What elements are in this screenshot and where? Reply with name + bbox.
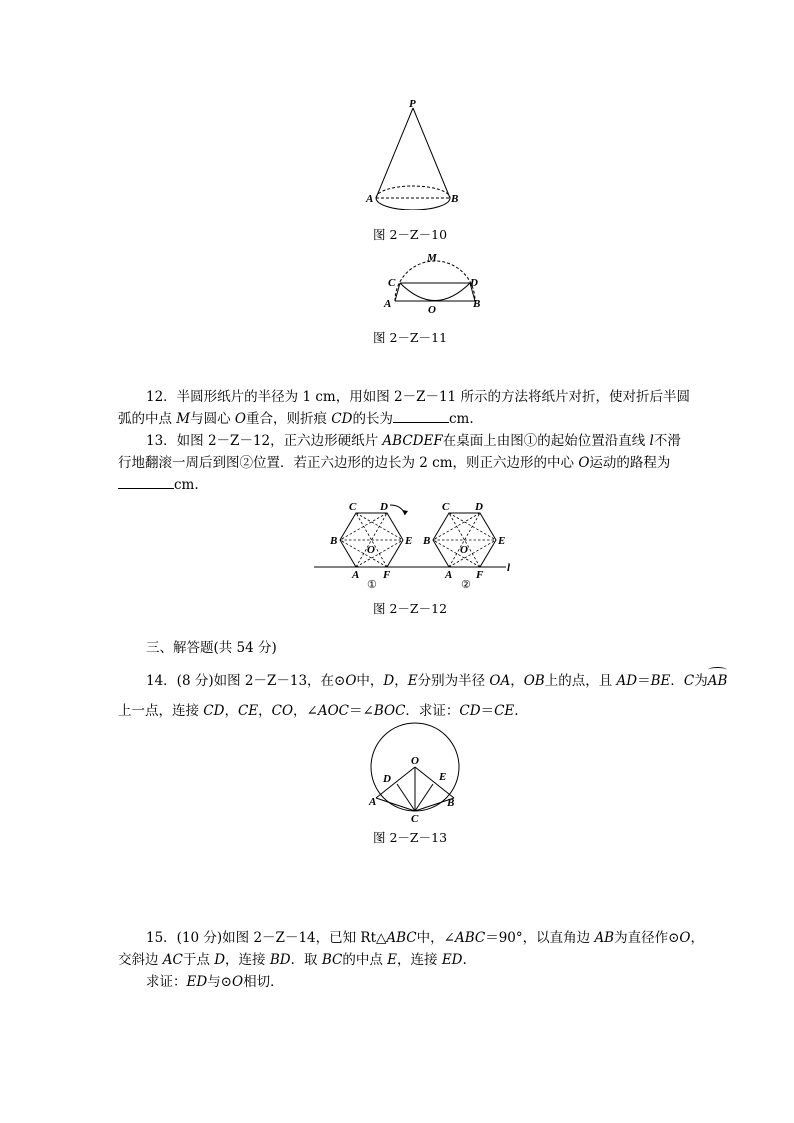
point-label-b: B <box>423 535 431 547</box>
point-label-c: C <box>442 501 450 513</box>
question-12: 12．半圆形纸片的半径为 1 cm，用如图 2－Z－11 所示的方法将纸片对折，使对折后半圆 <box>146 389 690 405</box>
point-label-c: C <box>349 501 357 513</box>
question-13-line2: 行地翻滚一周后到图②位置．若正六边形的边长为 2 cm，则正六边形的中心 O运动的路程为 <box>118 455 671 471</box>
position-label-1: ① <box>367 579 377 591</box>
point-label-e: E <box>498 535 506 547</box>
point-label-a: A <box>384 298 392 310</box>
figure-caption-10: 图 2－Z－10 <box>373 227 448 242</box>
point-label-o: O <box>411 755 419 767</box>
question-14-line2: 上一点，连接 CD，CE，CO，∠AOC＝∠BOC．求证：CD＝CE. <box>118 703 519 719</box>
question-13: 13．如图 2－Z－12，正六边形硬纸片 ABCDEF在桌面上由图①的起始位置沿直线 l不滑 <box>146 433 681 449</box>
point-label-p: P <box>409 98 416 110</box>
question-12-line2: 弧的中点 M与圆心 O重合，则折痕 CD的长为 cm. <box>118 411 474 427</box>
answer-blank <box>393 409 449 423</box>
point-label-c: C <box>411 813 419 825</box>
point-label-b: B <box>451 193 459 205</box>
point-label-e: E <box>405 535 413 547</box>
answer-blank <box>118 475 174 489</box>
circle-figure <box>360 722 470 826</box>
question-15-line3: 求证：ED与⊙O相切． <box>146 974 284 990</box>
point-label-f: F <box>476 569 484 581</box>
point-label-b: B <box>473 298 481 310</box>
point-label-m: M <box>427 252 437 264</box>
question-13-line3: cm. <box>118 474 199 496</box>
point-label-b: B <box>330 535 338 547</box>
point-label-o: O <box>428 304 436 316</box>
point-label-a: A <box>369 796 377 808</box>
point-label-d: D <box>470 277 478 289</box>
position-label-2: ② <box>461 579 471 591</box>
point-label-o: O <box>367 544 375 556</box>
point-label-a: A <box>445 569 453 581</box>
point-label-c: C <box>388 277 396 289</box>
question-14: 14．(8 分)如图 2－Z－13，在⊙O中，D，E分别为半径 OA，OB上的点，且 AD＝BE．C为AB <box>146 670 727 692</box>
point-label-d: D <box>475 501 483 513</box>
section-heading: 三、解答题(共 54 分) <box>146 640 277 656</box>
hexagon-rolling-figure <box>310 495 520 593</box>
point-label-a: A <box>352 569 360 581</box>
arc-ab: AB <box>708 670 728 692</box>
point-label-d: D <box>380 501 388 513</box>
point-label-a: A <box>366 193 374 205</box>
cone-figure <box>360 98 470 210</box>
folded-semicircle-figure <box>380 250 490 318</box>
line-label-l: l <box>507 562 511 574</box>
point-label-f: F <box>383 569 391 581</box>
question-15: 15．(10 分)如图 2－Z－14，已知 Rt△ABC中，∠ABC＝90°，以直角边 AB为直径作⊙O， <box>146 930 704 946</box>
point-label-o: O <box>460 544 468 556</box>
question-15-line2: 交斜边 AC于点 D，连接 BD．取 BC的中点 E，连接 ED. <box>118 952 467 968</box>
point-label-d: D <box>383 773 391 785</box>
figure-caption-12: 图 2－Z－12 <box>373 601 448 616</box>
point-label-b: B <box>447 797 455 809</box>
point-label-e: E <box>439 771 447 783</box>
figure-caption-13: 图 2－Z－13 <box>373 830 448 845</box>
figure-caption-11: 图 2－Z－11 <box>373 330 448 345</box>
